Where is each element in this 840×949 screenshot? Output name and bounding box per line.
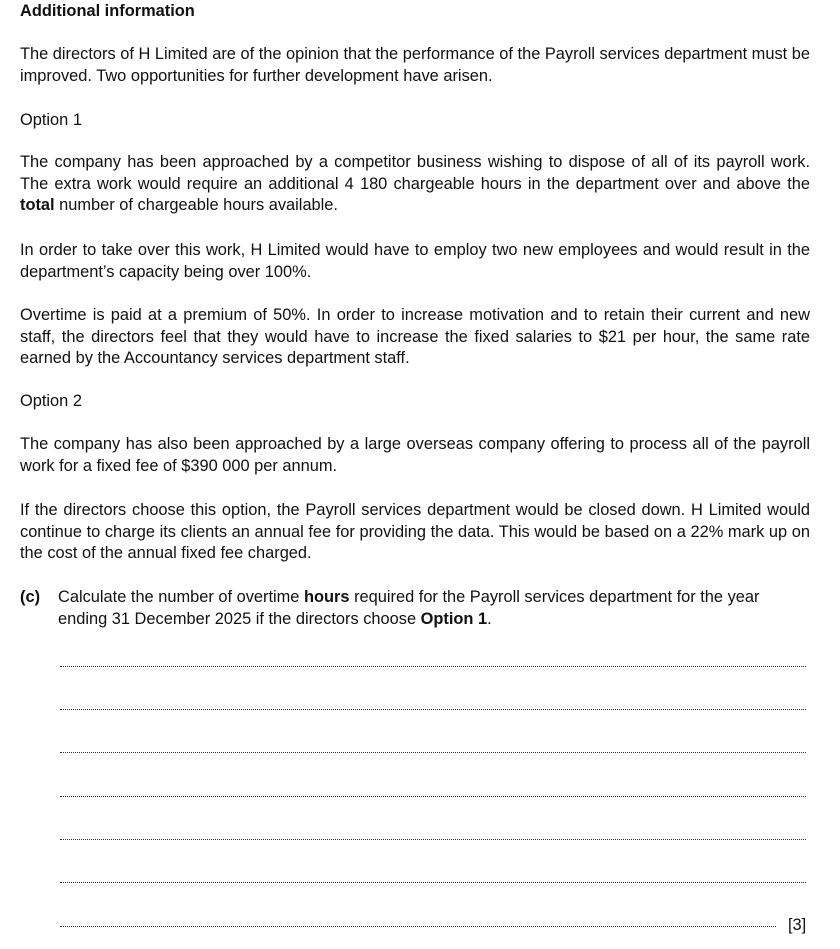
question-c — [20, 587, 810, 630]
option-1-paragraph-3: Overtime is paid at a premium of 50%. In order to increase motivation and to retain their current and new staff, the directors feel that they would have to increase the fixed salaries to $21 per hour, the same rate earned by the Accountancy services department staff. — [20, 306, 810, 368]
option-1-paragraph-1 — [20, 152, 810, 217]
answer-line[interactable] — [60, 709, 806, 710]
bold-text: Option 1 — [420, 609, 488, 628]
option-2-paragraph-1: The company has also been approached by a large overseas company offering to process all of the payroll work for a fixed fee of $390 000 per annum. — [20, 435, 810, 475]
answer-line[interactable] — [60, 752, 806, 753]
option-1-title: Option 1 — [20, 111, 82, 129]
text: . — [487, 609, 492, 628]
option-2-paragraph-2: If the directors choose this option, the Payroll services department would be closed down. H Limited would continue to charge its clients an annual fee for providing the data. This would be based on a 22% mark up on the cost of the annual fixed fee charged. — [20, 501, 810, 563]
option-2-title: Option 2 — [20, 392, 82, 410]
marks-label: [3] — [788, 916, 807, 934]
bold-text: total — [20, 196, 55, 215]
text: required for the Payroll services department for the year ending 31 December 2025 if the directors choose — [58, 588, 760, 628]
text: The company has been approached by a competitor business wishing to dispose of all of its payroll work. The extra work would require an additional 4 180 chargeable hours in the department over and above the — [20, 153, 810, 193]
answer-line[interactable] — [60, 796, 806, 797]
question-text — [58, 587, 810, 630]
answer-line[interactable] — [60, 839, 806, 840]
text: number of chargeable hours available. — [54, 196, 338, 215]
answer-line[interactable] — [60, 882, 806, 883]
answer-line[interactable] — [60, 926, 776, 927]
intro-paragraph: The directors of H Limited are of the opinion that the performance of the Payroll services department must be improved. Two opportunities for further development have arisen. — [20, 45, 810, 85]
bold-text: hours — [303, 588, 350, 606]
text: Calculate the number of overtime — [58, 588, 304, 606]
question-label: (c) — [20, 588, 41, 606]
section-heading: Additional information — [20, 2, 195, 20]
answer-line[interactable] — [60, 666, 806, 667]
option-1-paragraph-2: In order to take over this work, H Limited would have to employ two new employees and would result in the department’s capacity being over 100%. — [20, 241, 810, 281]
